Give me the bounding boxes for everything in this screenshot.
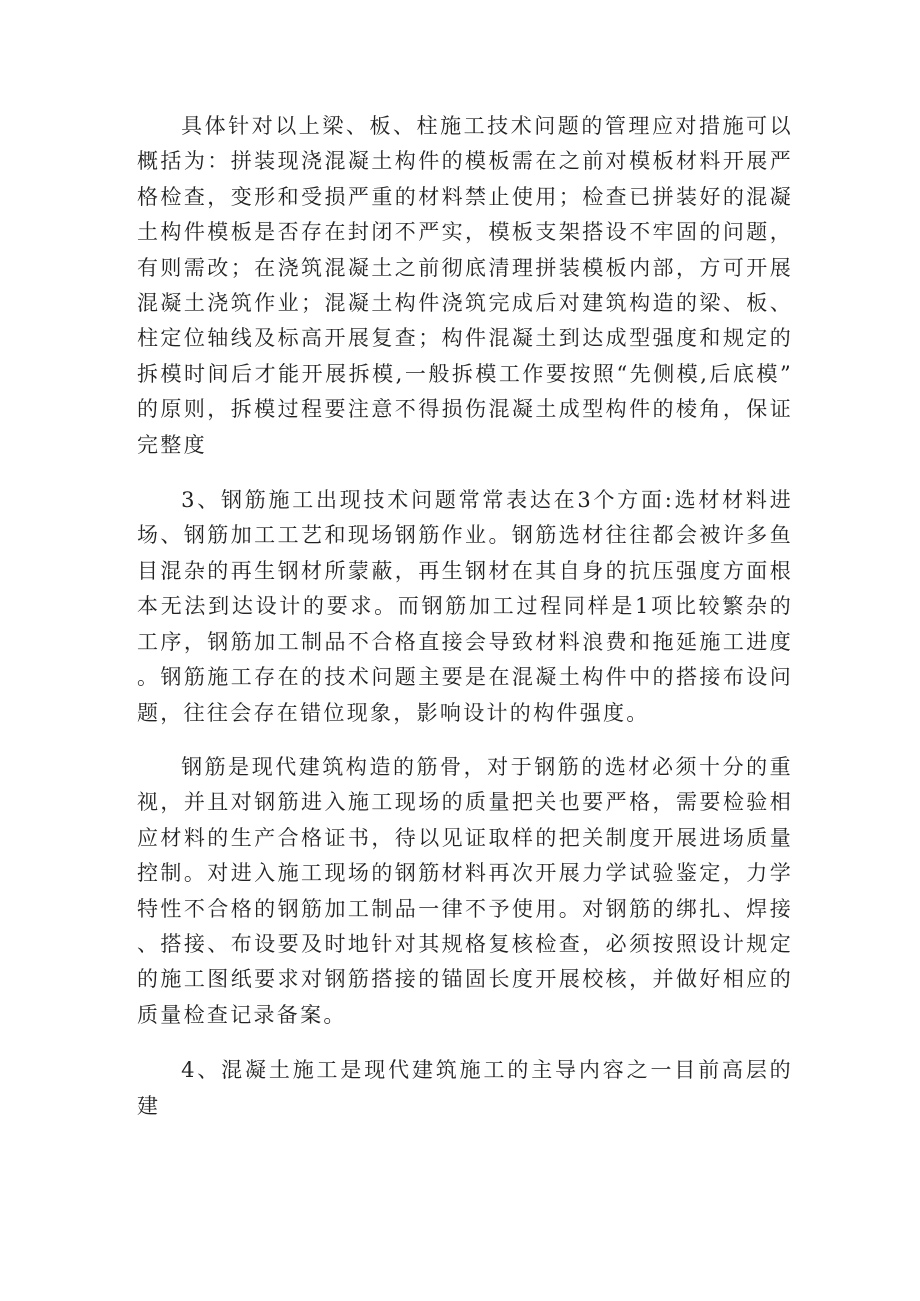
- paragraph-concrete-construction: 4、混凝土施工是现代建筑施工的主导内容之一目前高层的建: [137, 1058, 793, 1118]
- paragraph-rebar-control: 钢筋是现代建筑构造的筋骨，对于钢筋的选材必须十分的重视，并且对钢筋进入施工现场的质量把关也要严格，需要检验相应材料的生产合格证书，待以见证取样的把关制度开展进场质量控制。对进入施工现场的钢筋材料再次开展力学试验鉴定，力学特性不合格的钢筋加工制品一律不予使用。对钢筋的绑扎、焊接、搭接、布设要及时地针对其规格复核检查，必须按照设计规定的施工图纸要求对钢筋搭接的锚固长度开展校核，并做好相应的质量检查记录备案。: [137, 754, 793, 1027]
- paragraph-rebar-issues: 3、钢筋施工出现技术问题常常表达在3个方面:选材材料进场、钢筋加工工艺和现场钢筋作业。钢筋选材往往都会被许多鱼目混杂的再生钢材所蒙蔽，再生钢材在其自身的抗压强度方面根本无法到达设计的要求。而钢筋加工过程同样是1项比较繁杂的工序，钢筋加工制品不合格直接会导致材料浪费和拖延施工进度。钢筋施工存在的技术问题主要是在混凝土构件中的搭接布设问题，往往会存在错位现象，影响设计的构件强度。: [137, 488, 793, 725]
- document-body: [137, 109, 793, 1124]
- paragraph-formwork-measures: 具体针对以上梁、板、柱施工技术问题的管理应对措施可以概括为：拼装现浇混凝土构件的模板需在之前对模板材料开展严格检查，变形和受损严重的材料禁止使用；检查已拼装好的混凝土构件模板是否存在封闭不严实，模板支架搭设不牢固的问题，有则需改；在浇筑混凝土之前彻底清理拼装模板内部，方可开展混凝土浇筑作业；混凝土构件浇筑完成后对建筑构造的梁、板、柱定位轴线及标高开展复查；构件混凝土到达成型强度和规定的拆模时间后才能开展拆模,一般拆模工作要按照“先侧模,后底模”的原则，拆模过程要注意不得损伤混凝土成型构件的棱角，保证完整度: [137, 114, 793, 457]
